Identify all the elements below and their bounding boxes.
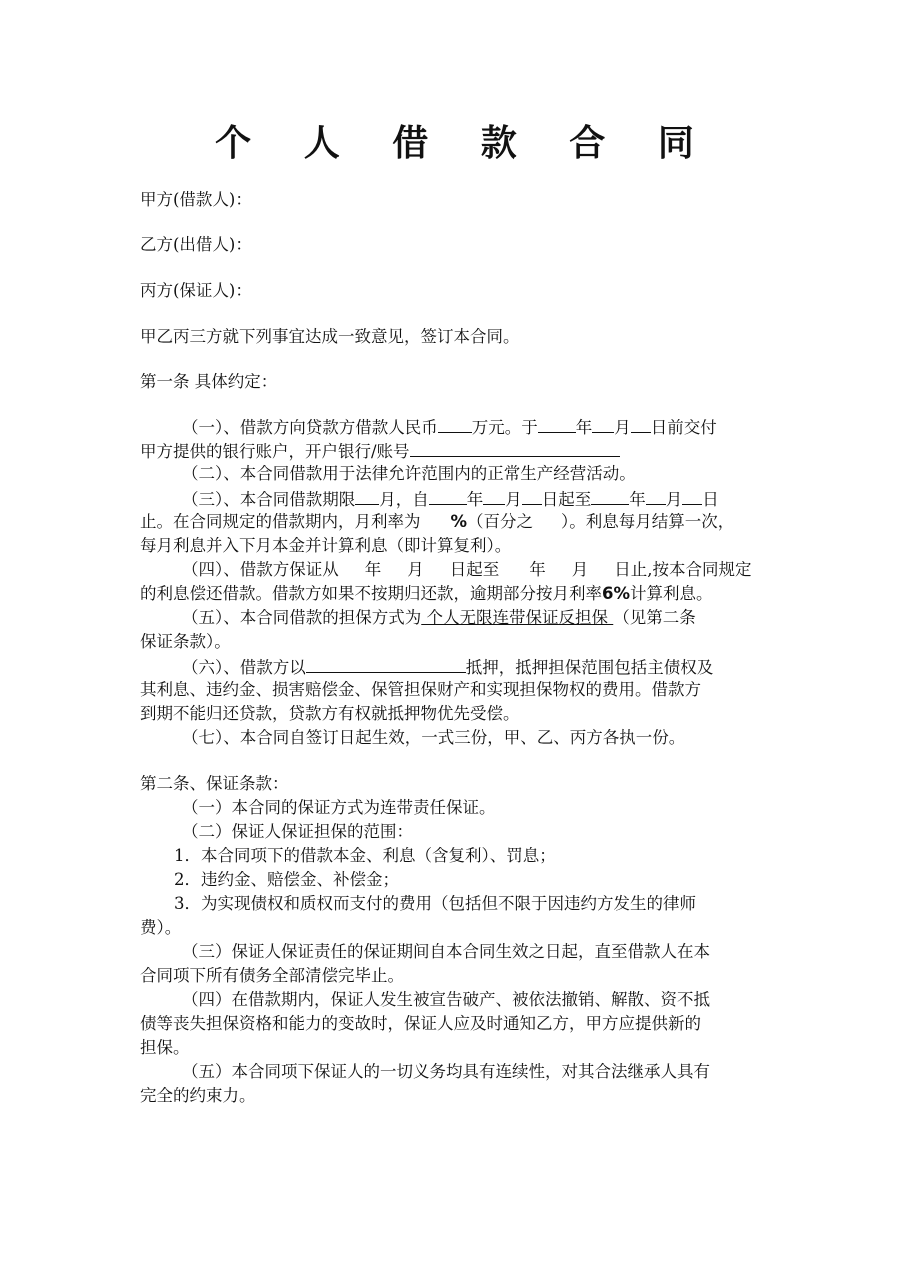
- clause-1-3-line-1: （三）、本合同借款期限 月，自 年 月 日起至 年 月 日: [182, 486, 719, 512]
- party-a-line: 甲方(借款人)：: [140, 190, 252, 209]
- clause-1-1-line-1: （一）、借款方向贷款方借款人民币 万元。于 年 月 日前交付: [182, 414, 717, 440]
- clause-2-4-line-3: 担保。: [140, 1038, 190, 1057]
- article-1-heading: 第一条 具体约定：: [140, 372, 278, 391]
- clause-1-4-line-1: （四）、借款方保证从 年 月 日起至 年 月 日止,按本合同规定: [182, 560, 752, 579]
- clause-1-5-line-2: 保证条款）。: [140, 632, 231, 651]
- clause-1-7: （七）、本合同自签订日起生效，一式三份，甲、乙、丙方各执一份。: [182, 728, 686, 747]
- clause-1-3-line-3: 每月利息并入下月本金并计算利息（即计算复利）。: [140, 536, 512, 555]
- clause-2-3-line-2: 合同项下所有债务全部清偿完毕止。: [140, 966, 404, 985]
- party-b-line: 乙方(出借人)：: [140, 235, 252, 254]
- clause-2-2: （二）保证人保证担保的范围：: [182, 822, 413, 841]
- clause-2-5-line-2: 完全的约束力。: [140, 1086, 256, 1105]
- clause-2-4-line-1: （四）在借款期内，保证人发生被宣告破产、被依法撤销、解散、资不抵: [182, 990, 710, 1009]
- clause-1-6-line-2: 其利息、违约金、损害赔偿金、保管担保财产和实现担保物权的费用。借款方: [140, 680, 701, 699]
- clause-2-1: （一）本合同的保证方式为连带责任保证。: [182, 798, 496, 817]
- clause-2-2-item-1: 1．本合同项下的借款本金、利息（含复利）、罚息；: [174, 846, 556, 865]
- clause-1-6-line-3: 到期不能归还贷款，贷款方有权就抵押物优先受偿。: [140, 704, 520, 723]
- clause-2-5-line-1: （五）本合同项下保证人的一切义务均具有连续性，对其合法继承人具有: [182, 1062, 710, 1081]
- clause-1-1-line-2: 甲方提供的银行账户，开户银行/账号: [140, 438, 620, 464]
- clause-1-5-line-1: （五）、本合同借款的担保方式为 个人无限连带保证反担保 （见第二条: [182, 608, 696, 627]
- document-title: 个 人 借 款 合 同: [215, 123, 714, 164]
- clause-2-2-item-3-line-2: 费）。: [140, 918, 182, 937]
- clause-1-3-line-2: 止。在合同规定的借款期内，月利率为 %（百分之 ）。利息每月结算一次，: [140, 512, 735, 531]
- intro-line: 甲乙丙三方就下列事宜达成一致意见，签订本合同。: [140, 327, 520, 346]
- clause-1-6-line-1: （六）、借款方以 抵押，抵押担保范围包括主债权及: [182, 654, 713, 680]
- article-2-heading: 第二条、保证条款：: [140, 774, 289, 793]
- party-c-line: 丙方(保证人)：: [140, 281, 252, 300]
- clause-2-4-line-2: 债等丧失担保资格和能力的变故时，保证人应及时通知乙方，甲方应提供新的: [140, 1014, 701, 1033]
- clause-2-2-item-3-line-1: 3．为实现债权和质权而支付的费用（包括但不限于因违约方发生的律师: [174, 894, 696, 913]
- clause-1-4-line-2: 的利息偿还借款。借款方如果不按期归还款，逾期部分按月利率6%计算利息。: [140, 584, 713, 603]
- clause-2-3-line-1: （三）保证人保证责任的保证期间自本合同生效之日起，直至借款人在本: [182, 942, 710, 961]
- clause-1-2: （二）、本合同借款用于法律允许范围内的正常生产经营活动。: [182, 464, 636, 483]
- clause-2-2-item-2: 2．违约金、赔偿金、补偿金；: [174, 870, 399, 889]
